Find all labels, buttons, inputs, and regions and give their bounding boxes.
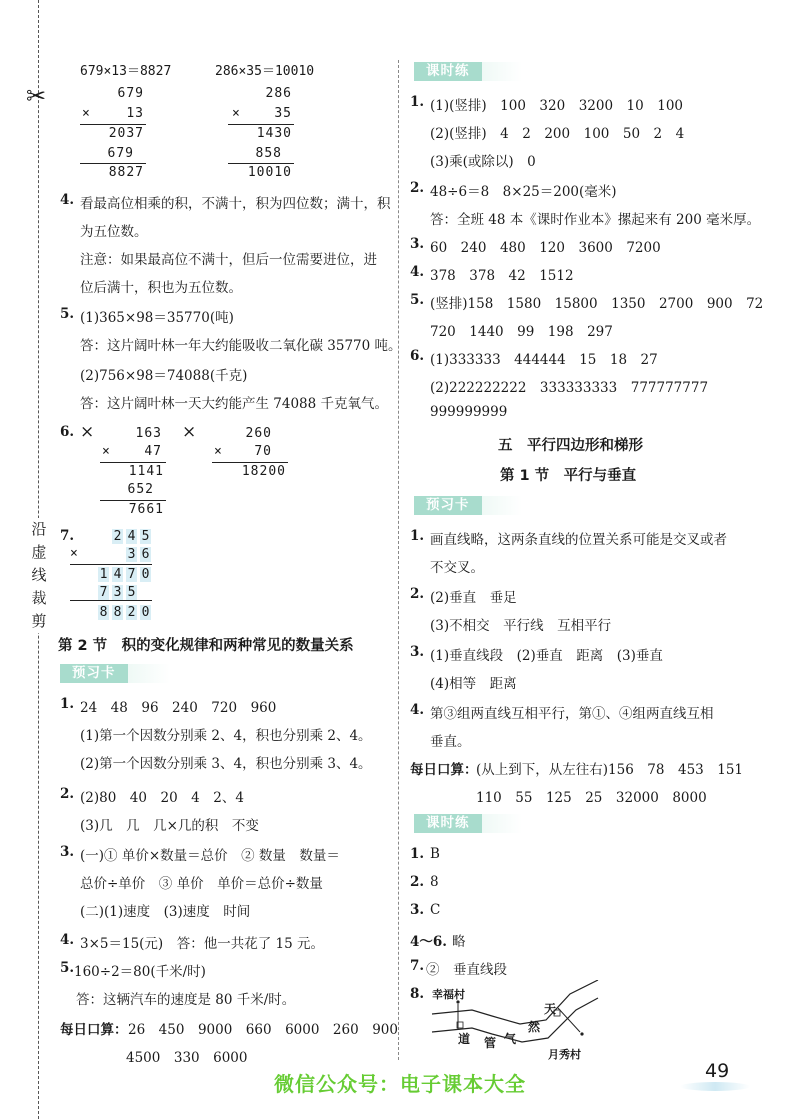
q6-wrong-mark-2: × (182, 422, 197, 442)
k46-number: 4～6. (410, 934, 447, 950)
q7-row (84, 604, 154, 620)
q7-digit: 1 (99, 567, 108, 582)
k7-answer: ② 垂直线段 (426, 962, 507, 978)
road-char: 然 (528, 1020, 541, 1034)
daily-line1-right: (从上到下，从左往右)156 78 453 151 (476, 762, 744, 778)
k2-answer: 8 (430, 874, 439, 890)
pre4-line2: 垂直。 (430, 734, 471, 750)
q4-note-b: 位后满十，积也为五位数。 (80, 280, 242, 296)
q7-digit: 0 (141, 605, 150, 620)
r-q5-line2: 720 1440 99 198 297 (430, 324, 613, 340)
q4-number: 4. (60, 192, 75, 208)
r-q1-line2: (2)(竖排) 4 2 200 100 50 2 4 (430, 126, 685, 142)
q7-digit: 8 (99, 605, 108, 620)
q7-digit: 5 (127, 585, 136, 600)
daily-label-left: 每日口算： (60, 1022, 128, 1038)
q4-text-a: 看最高位相乘的积，不满十，积为四位数；满十，积 (80, 196, 391, 212)
r-q3-line: 60 240 480 120 3600 7200 (430, 240, 661, 256)
q7-digit: 4 (127, 529, 136, 544)
footer-wechat: 微信公众号：电子课本大全 (274, 1072, 526, 1096)
pre1-number: 1. (410, 528, 425, 544)
p3-line1: (一)① 单价×数量＝总价 ② 数量 数量＝ (80, 848, 340, 864)
calc-header-1: 679×13＝8827 (80, 64, 172, 79)
q7-row (84, 584, 154, 600)
r-q3-number: 3. (410, 236, 425, 252)
tag-practice-2: 课时练 (414, 814, 482, 833)
pre2-number: 2. (410, 586, 425, 602)
q7-digit: 3 (113, 585, 122, 600)
pre2-line2: (3)不相交 平行线 互相平行 (430, 618, 612, 634)
q7-digit: 6 (141, 547, 150, 562)
r-q4-number: 4. (410, 264, 425, 280)
pre4-number: 4. (410, 702, 425, 718)
section2-title: 第 2 节 积的变化规律和两种常见的数量关系 (58, 638, 354, 654)
road-char: 气 (504, 1032, 517, 1046)
pre3-line1: (1)垂直线段 (2)垂直 距离 (3)垂直 (430, 648, 663, 664)
k46-answer: 略 (452, 934, 466, 950)
pre3-number: 3. (410, 644, 425, 660)
p2-number: 2. (60, 786, 75, 802)
r-q6-line2: (2)222222222 333333333 777777777 (430, 380, 709, 396)
tag-practice-1: 课时练 (414, 62, 482, 81)
k7-number: 7. (410, 958, 425, 974)
q7-digit: 4 (113, 567, 122, 582)
q5-ans2: 答：这片阔叶林一天大约能产生 74088 千克氧气。 (80, 396, 389, 412)
q7-number: 7. (60, 528, 75, 544)
pre3-line2: (4)相等 距离 (430, 676, 517, 692)
village-yuexiu: 月秀村 (548, 1048, 581, 1061)
road-char: 天 (544, 1002, 557, 1016)
q7-digit: 8 (113, 605, 122, 620)
q7-digit: 5 (141, 529, 150, 544)
k8-number: 8. (410, 986, 425, 1002)
tag-preview-right: 预习卡 (414, 496, 482, 515)
unit-title: 五 平行四边形和梯形 (498, 438, 643, 454)
q4-text-b: 为五位数。 (80, 224, 148, 240)
section1-title: 第 1 节 平行与垂直 (500, 468, 637, 484)
page-number-decoration (680, 1082, 750, 1091)
r-q6-line1: (1)333333 444444 15 18 27 (430, 352, 658, 368)
r-q6-line3: 999999999 (430, 404, 508, 420)
k3-number: 3. (410, 902, 425, 918)
p4-line: 3×5＝15(元) 答：他一共花了 15 元。 (80, 936, 324, 952)
daily-line1-left: 26 450 9000 660 6000 260 900 (128, 1022, 398, 1038)
k2-number: 2. (410, 874, 425, 890)
page-number: 49 (705, 1060, 730, 1082)
q7-digit: 0 (141, 567, 150, 582)
r-q4-line: 378 378 42 1512 (430, 268, 574, 284)
p5-line: 160÷2＝80(千米/时) (74, 964, 206, 980)
q6-wrong-mark-1: × (80, 422, 95, 442)
p3-number: 3. (60, 844, 75, 860)
q7-operator: × (70, 546, 79, 561)
village-xingfu: 幸福村 (432, 988, 465, 1001)
p1-sub2: (2)第一个因数分别乘 3、4，积也分别乘 3、4。 (80, 756, 372, 772)
r-q6-number: 6. (410, 348, 425, 364)
r-q5-line1: (竖排)158 1580 15800 1350 2700 900 72 (430, 296, 764, 312)
r-q5-number: 5. (410, 292, 425, 308)
p5-ans: 答：这辆汽车的速度是 80 千米/时。 (76, 992, 296, 1008)
column-divider (398, 60, 399, 1060)
p1-line: 24 48 96 240 720 960 (80, 700, 277, 716)
p1-sub1: (1)第一个因数分别乘 2、4，积也分别乘 2、4。 (80, 728, 372, 744)
scissors-icon: ✂ (26, 82, 47, 110)
q7-digit: 3 (127, 547, 136, 562)
p5-number: 5. (60, 960, 75, 976)
daily-line2-right: 110 55 125 25 32000 8000 (476, 790, 707, 806)
r-q2-line: 48÷6＝8 8×25＝200(毫米) (430, 184, 617, 200)
r-q2-number: 2. (410, 180, 425, 196)
p3-line3: (二)(1)速度 (3)速度 时间 (80, 904, 251, 920)
calc-header-2: 286×35＝10010 (215, 64, 315, 79)
daily-label-right: 每日口算： (410, 762, 478, 778)
r-q1-number: 1. (410, 94, 425, 110)
pre1-line1: 画直线略，这两条直线的位置关系可能是交叉或者 (430, 532, 727, 548)
k1-number: 1. (410, 846, 425, 862)
q5-ans1: 答：这片阔叶林一年大约能吸收二氧化碳 35770 吨。 (80, 338, 402, 354)
q7-digit: 7 (127, 567, 136, 582)
q7-digit: 7 (99, 585, 108, 600)
pre2-line1: (2)垂直 垂足 (430, 590, 517, 606)
p2-line: (2)80 40 20 4 2、4 (80, 790, 244, 806)
pre1-line2: 不交叉。 (430, 560, 484, 576)
p1-number: 1. (60, 696, 75, 712)
q5-line1: (1)365×98＝35770(吨) (80, 310, 234, 326)
k3-answer: C (430, 902, 441, 918)
q5-number: 5. (60, 306, 75, 322)
p3-line2: 总价÷单价 ③ 单价 单价＝总价÷数量 (80, 876, 323, 892)
q7-row (84, 566, 154, 582)
tag-preview-left: 预习卡 (60, 664, 128, 683)
k1-answer: B (430, 846, 440, 862)
daily-line2-left: 4500 330 6000 (126, 1050, 248, 1066)
q7-digit: 2 (127, 605, 136, 620)
r-q1-line1: (1)(竖排) 100 320 3200 10 100 (430, 98, 683, 114)
p4-number: 4. (60, 932, 75, 948)
road-char: 管 (484, 1036, 497, 1050)
q4-note-a: 注意：如果最高位不满十，但后一位需要进位，进 (80, 252, 377, 268)
cut-label: 沿虚线裁剪 (30, 518, 48, 633)
q7-digit: 2 (113, 529, 122, 544)
p2-line2: (3)几 几 几×几的积 不变 (80, 818, 259, 834)
road-char: 道 (458, 1032, 471, 1046)
q6-number: 6. (60, 424, 75, 440)
r-q1-line3: (3)乘(或除以) 0 (430, 154, 536, 170)
pre4-line1: 第③组两直线互相平行，第①、④组两直线互相 (430, 706, 714, 722)
q5-line2: (2)756×98＝74088(千克) (80, 368, 248, 384)
q7-row (84, 546, 154, 562)
q7-row (84, 528, 154, 544)
r-q2-ans: 答：全班 48 本《课时作业本》摞起来有 200 毫米厚。 (430, 212, 761, 228)
